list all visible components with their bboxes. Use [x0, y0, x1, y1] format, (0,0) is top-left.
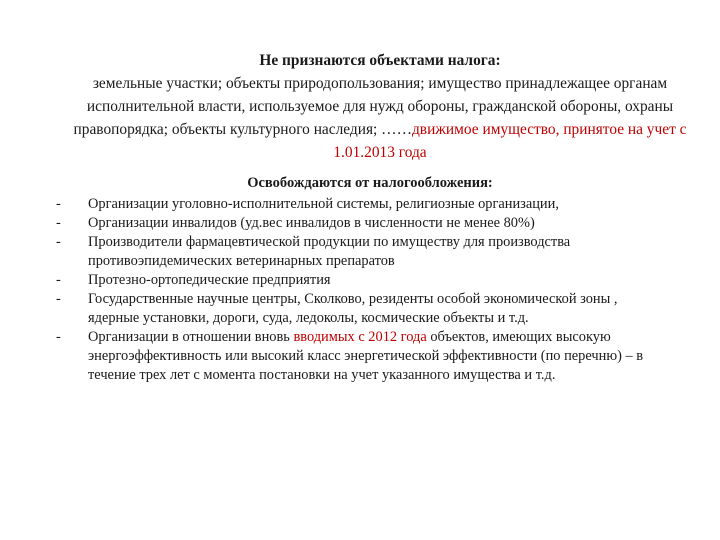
dash-bullet: - [56, 215, 61, 231]
dash-bullet: - [56, 272, 61, 288]
non-taxable-title: Не признаются объектами налога: [259, 52, 501, 69]
list-item [56, 233, 666, 271]
dash-bullet: - [56, 234, 61, 250]
list-item [56, 271, 666, 290]
exemptions-title: Освобождаются от налогообложения: [247, 175, 493, 191]
new-objects-2012-highlight: вводимых с 2012 года [293, 329, 427, 345]
list-item-text-end: объектов, имеющих высокую энергоэффективность или высокий класс энергетической эффективности (по перечню) – в течение трех лет с момента постановки на учет указанного имущества и т.д. [88, 329, 644, 383]
list-item-text: Организации инвалидов (уд.вес инвалидов в численности не менее 80%) [88, 215, 535, 231]
list-item [56, 195, 666, 214]
list-item-text: Производители фармацевтической продукции по имуществу для производства противоэпидемических ветеринарных препаратов [88, 234, 571, 269]
dash-bullet: - [56, 291, 61, 307]
non-taxable-list-text: земельные участки; объекты природопользования; имущество принадлежащее органам исполнительной власти, используемое для нужд обороны, гражданской обороны, охраны правопорядка; объекты культурного наследия; …… [73, 75, 674, 138]
dash-bullet: - [56, 196, 61, 212]
non-taxable-objects-block [60, 49, 700, 164]
list-item [56, 290, 666, 328]
list-item-text: Государственные научные центры, Сколково, резиденты особой экономической зоны , ядерные установки, дороги, суда, ледоколы, космические объекты и т.д. [88, 291, 618, 326]
list-item [56, 328, 666, 385]
movable-property-highlight: движимое имущество, принятое на учет с 1.01.2013 года [333, 121, 687, 161]
list-item-text-start: Организации в отношении вновь [88, 329, 294, 345]
list-item [56, 214, 666, 233]
list-item-text: Протезно-ортопедические предприятия [88, 272, 331, 288]
list-item-text: Организации уголовно-исполнительной системы, религиозные организации, [88, 196, 559, 212]
exemptions-list [56, 195, 666, 385]
dash-bullet: - [56, 329, 61, 345]
